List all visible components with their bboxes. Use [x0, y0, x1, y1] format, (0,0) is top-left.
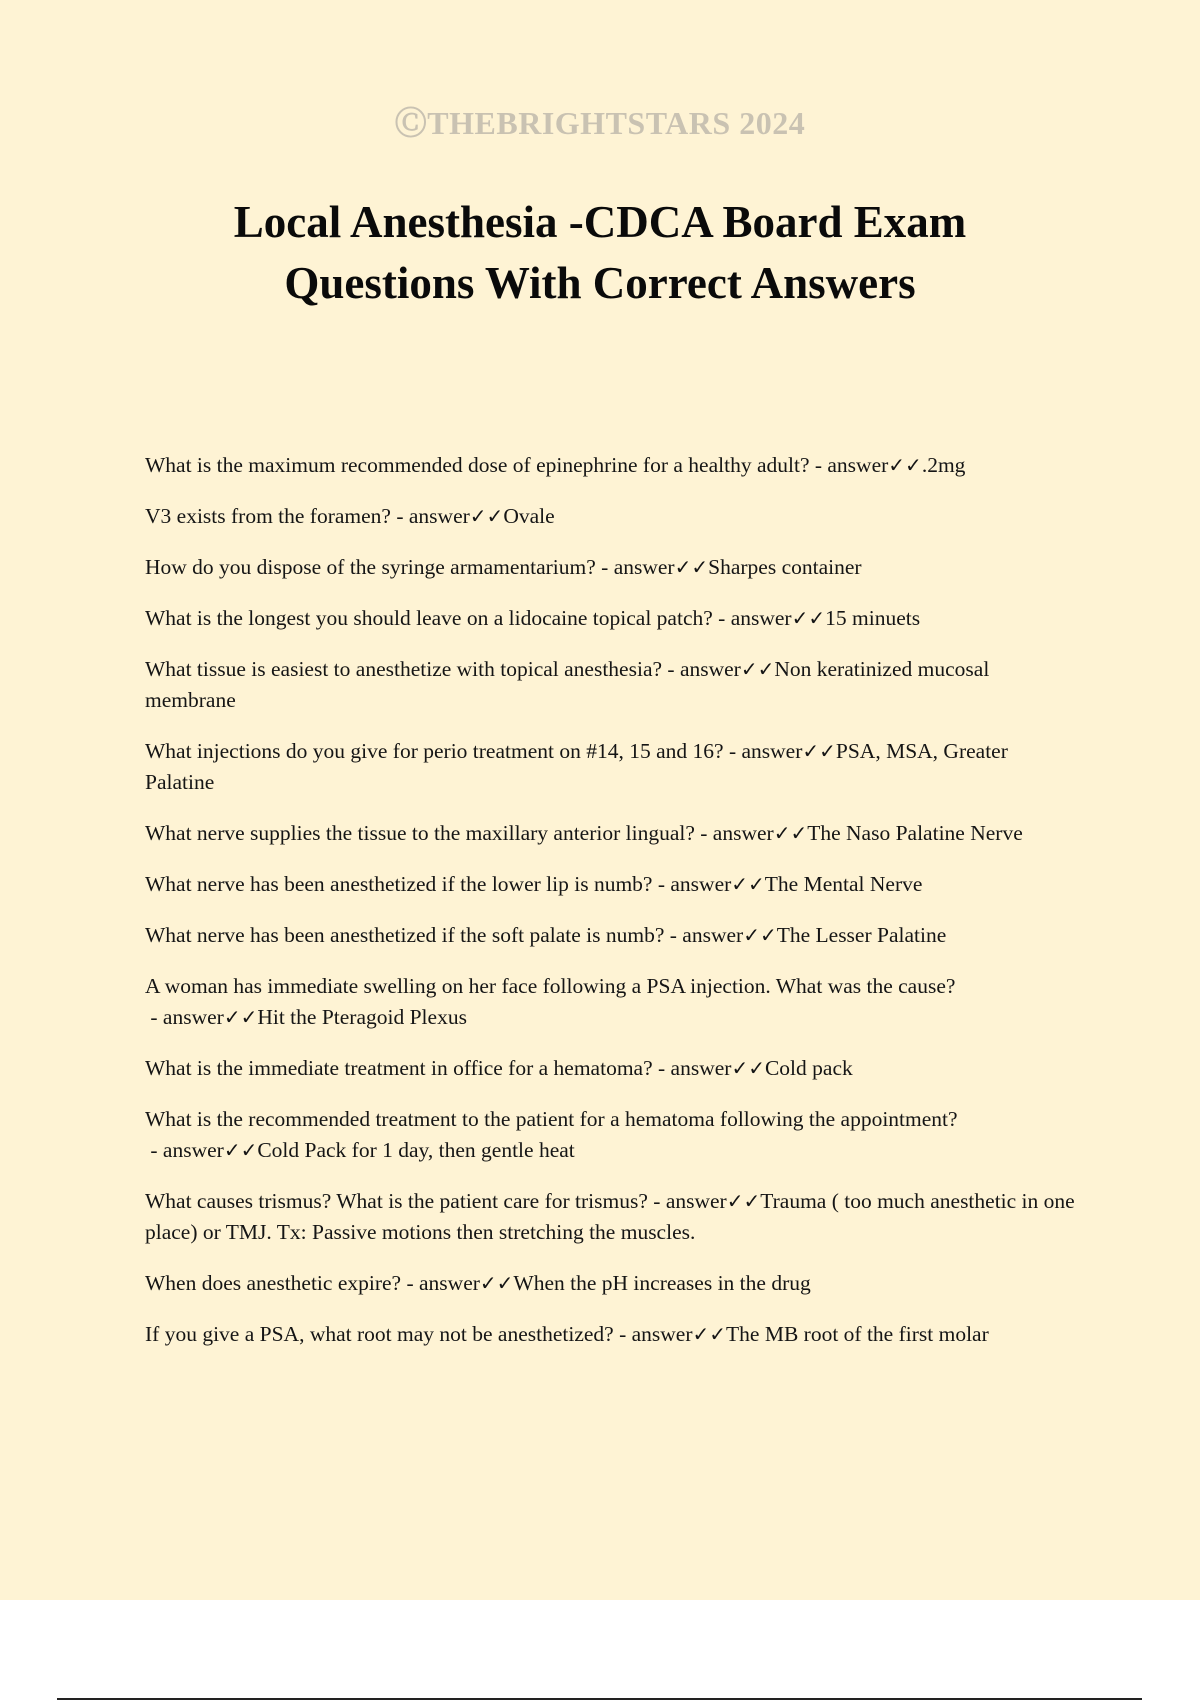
qa-list — [145, 450, 1080, 1370]
answer-text: Sharpes container — [708, 555, 862, 579]
answer-text: Trauma ( too much anesthetic in one place) or TMJ. Tx: Passive motions then stretching the muscles. — [145, 1189, 1075, 1244]
qa-item — [145, 552, 1080, 583]
title-line-2: Questions With Correct Answers — [284, 258, 916, 308]
question-text: What is the maximum recommended dose of epinephrine for a healthy adult? — [145, 453, 810, 477]
qa-item — [145, 869, 1080, 900]
checkmark-icon: ✓✓ — [773, 821, 808, 845]
checkmark-icon: ✓✓ — [743, 923, 777, 947]
qa-item — [145, 1319, 1080, 1350]
question-text: What nerve has been anesthetized if the soft palate is numb? — [145, 923, 665, 947]
qa-item — [145, 1053, 1080, 1084]
question-text: If you give a PSA, what root may not be anesthetized? — [145, 1322, 614, 1346]
question-text: What nerve has been anesthetized if the lower lip is numb? — [145, 872, 653, 896]
copyright-watermark: ⒸTHEBRIGHTSTARS 2024 — [394, 105, 806, 141]
checkmark-icon: ✓✓ — [469, 504, 504, 528]
checkmark-icon: ✓✓ — [223, 1005, 258, 1029]
checkmark-icon: ✓✓ — [802, 739, 836, 763]
question-text: V3 exists from the foramen? — [145, 504, 391, 528]
answer-prefix: - answer — [662, 657, 741, 681]
answer-prefix: - answer — [664, 923, 744, 947]
checkmark-icon: ✓✓ — [479, 1271, 514, 1295]
answer-prefix: - answer — [809, 453, 889, 477]
answer-text: Ovale — [503, 504, 555, 528]
answer-text: .2mg — [921, 453, 966, 477]
checkmark-icon: ✓✓ — [740, 657, 775, 681]
answer-text: Cold pack — [764, 1056, 853, 1080]
qa-item — [145, 818, 1080, 849]
question-text: What tissue is easiest to anesthetize with topical anesthesia? — [145, 657, 663, 681]
answer-text: Cold Pack for 1 day, then gentle heat — [257, 1138, 575, 1162]
checkmark-icon: ✓✓ — [692, 1322, 727, 1346]
checkmark-icon: ✓✓ — [791, 606, 826, 630]
answer-prefix: - answer — [390, 504, 470, 528]
checkmark-icon: ✓✓ — [731, 872, 765, 896]
question-text: What is the immediate treatment in office for a hematoma? — [145, 1056, 653, 1080]
answer-prefix: - answer — [613, 1322, 693, 1346]
question-text: What is the recommended treatment to the patient for a hematoma following the appointment? — [145, 1107, 958, 1131]
checkmark-icon: ✓✓ — [674, 555, 709, 579]
qa-item — [145, 736, 1080, 798]
checkmark-icon: ✓✓ — [726, 1189, 761, 1213]
qa-item — [145, 971, 1080, 1033]
answer-text: Hit the Pteragoid Plexus — [257, 1005, 467, 1029]
answer-text: 15 minuets — [825, 606, 921, 630]
answer-prefix: - answer — [652, 1056, 732, 1080]
answer-prefix: - answer — [145, 1005, 224, 1029]
qa-item — [145, 1104, 1080, 1166]
qa-item — [145, 1186, 1080, 1248]
question-text: How do you dispose of the syringe armamentarium? — [145, 555, 596, 579]
question-text: A woman has immediate swelling on her face following a PSA injection. What was the cause? — [145, 974, 956, 998]
answer-prefix: - answer — [595, 555, 675, 579]
answer-prefix: - answer — [401, 1271, 480, 1295]
answer-prefix: - answer — [712, 606, 792, 630]
qa-item — [145, 654, 1080, 716]
checkmark-icon: ✓✓ — [888, 453, 922, 477]
answer-prefix: - answer — [694, 821, 774, 845]
checkmark-icon: ✓✓ — [731, 1056, 765, 1080]
title-line-1: Local Anesthesia -CDCA Board Exam — [233, 197, 967, 247]
answer-prefix: - answer — [652, 872, 732, 896]
question-text: What causes trismus? What is the patient care for trismus? — [145, 1189, 648, 1213]
question-text: When does anesthetic expire? — [145, 1271, 402, 1295]
answer-text: The Naso Palatine Nerve — [807, 821, 1023, 845]
answer-text: The MB root of the first molar — [726, 1322, 989, 1346]
question-text: What injections do you give for perio treatment on #14, 15 and 16? — [145, 739, 724, 763]
question-text: What is the longest you should leave on a lidocaine topical patch? — [145, 606, 713, 630]
answer-prefix: - answer — [723, 739, 803, 763]
answer-text: When the pH increases in the drug — [513, 1271, 811, 1295]
answer-text: Non keratinized mucosal membrane — [145, 657, 990, 712]
qa-item — [145, 920, 1080, 951]
qa-item — [145, 1268, 1080, 1299]
qa-item — [145, 603, 1080, 634]
answer-prefix: - answer — [647, 1189, 727, 1213]
qa-item — [145, 450, 1080, 481]
page-title — [100, 192, 1100, 314]
answer-prefix: - answer — [145, 1138, 224, 1162]
qa-item — [145, 501, 1080, 532]
answer-text: The Lesser Palatine — [776, 923, 947, 947]
answer-text: The Mental Nerve — [764, 872, 923, 896]
answer-text: PSA, MSA, Greater Palatine — [145, 739, 1008, 794]
question-text: What nerve supplies the tissue to the maxillary anterior lingual? — [145, 821, 695, 845]
checkmark-icon: ✓✓ — [223, 1138, 258, 1162]
